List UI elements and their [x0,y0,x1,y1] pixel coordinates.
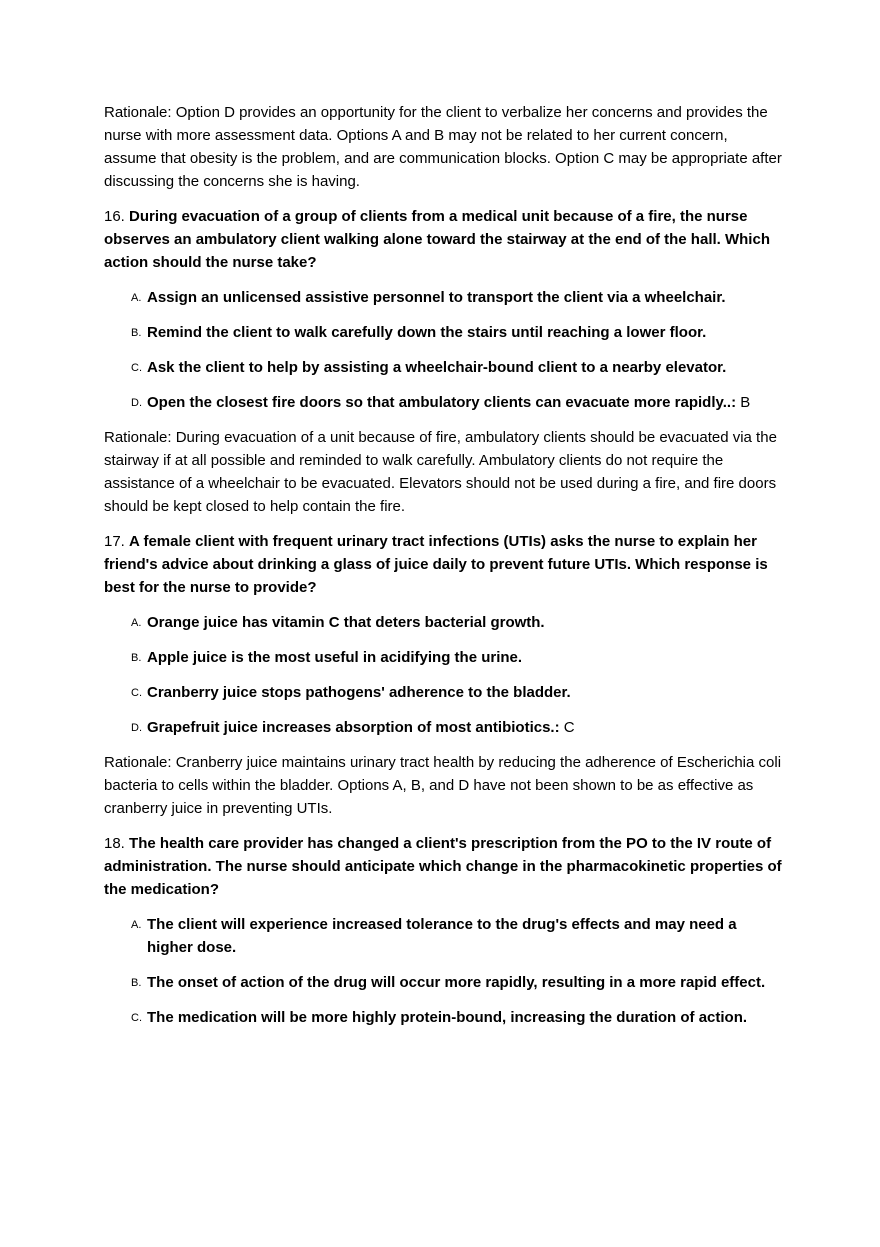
option-letter: C. [131,687,142,699]
option-letter: D. [131,722,142,734]
rationale-paragraph: Rationale: Option D provides an opportunity for the client to verbalize her concerns and provides the nurse with more assessment data. Options A and B may not be related to her current concern, assume that obesity is the problem, and are communication blocks. Option C may be appropriate after discussing the concerns she is having. [104,104,782,190]
option-letter: C. [131,1012,142,1024]
option-a [104,913,784,959]
option-a [104,611,784,634]
option-c [104,1006,784,1029]
option-text: Ask the client to help by assisting a wheelchair-bound client to a nearby elevator. [147,359,727,376]
option-b [104,646,784,669]
answer-suffix: .: [726,394,737,411]
answer-letter: C [559,719,575,736]
question-17 [104,530,784,599]
answer-letter: B [736,394,751,411]
question-16 [104,205,784,274]
question-number: 18. [104,835,125,852]
option-letter: D. [131,397,142,409]
option-text: Assign an unlicensed assistive personnel to transport the client via a wheelchair. [147,289,726,306]
option-d [104,716,784,739]
question-text: During evacuation of a group of clients from a medical unit because of a fire, the nurse observes an ambulatory client walking alone toward the stairway at the end of the hall. Which action should the nurse take? [104,208,770,271]
option-c [104,681,784,704]
question-text: A female client with frequent urinary tract infections (UTIs) asks the nurse to explain her friend's advice about drinking a glass of juice daily to prevent future UTIs. Which response is best for the nurse to provide? [104,533,768,596]
option-letter: B. [131,327,142,339]
option-d [104,391,784,414]
option-text: Grapefruit juice increases absorption of most antibiotics [147,719,551,736]
option-text: The client will experience increased tolerance to the drug's effects and may need a higher dose. [147,916,737,956]
document-content [104,101,784,1041]
question-number: 17. [104,533,125,550]
option-text: Apple juice is the most useful in acidifying the urine. [147,649,523,666]
option-letter: B. [131,977,142,989]
option-text: Remind the client to walk carefully down the stairs until reaching a lower floor. [147,324,707,341]
option-letter: B. [131,652,142,664]
option-a [104,286,784,309]
option-c [104,356,784,379]
option-letter: A. [131,617,142,629]
option-text: Cranberry juice stops pathogens' adherence to the bladder. [147,684,571,701]
option-text: Orange juice has vitamin C that deters bacterial growth. [147,614,545,631]
option-letter: A. [131,292,142,304]
question-number: 16. [104,208,125,225]
option-text: The medication will be more highly protein-bound, increasing the duration of action. [147,1009,748,1026]
option-text: Open the closest fire doors so that ambulatory clients can evacuate more rapidly. [147,394,727,411]
options-list [104,611,784,739]
option-text: The onset of action of the drug will occur more rapidly, resulting in a more rapid effect. [147,974,766,991]
option-letter: C. [131,362,142,374]
question-text: The health care provider has changed a client's prescription from the PO to the IV route of administration. The nurse should anticipate which change in the pharmacokinetic properties of the medication? [104,835,782,898]
rationale-paragraph: Rationale: Cranberry juice maintains urinary tract health by reducing the adherence of Escherichia coli bacteria to cells within the bladder. Options A, B, and D have not been shown to be as effective as cranberry juice in preventing UTIs. [104,754,782,817]
options-list [104,286,784,414]
option-letter: A. [131,919,142,931]
options-list [104,913,784,1029]
option-b [104,321,784,344]
answer-suffix: .: [550,719,560,736]
rationale-paragraph: Rationale: During evacuation of a unit because of fire, ambulatory clients should be evacuated via the stairway if at all possible and reminded to walk carefully. Ambulatory clients do not require the assistance of a wheelchair to be evacuated. Elevators should not be used during a fire, and fire doors should be kept closed to help contain the fire. [104,429,777,515]
question-18 [104,832,784,901]
option-b [104,971,784,994]
